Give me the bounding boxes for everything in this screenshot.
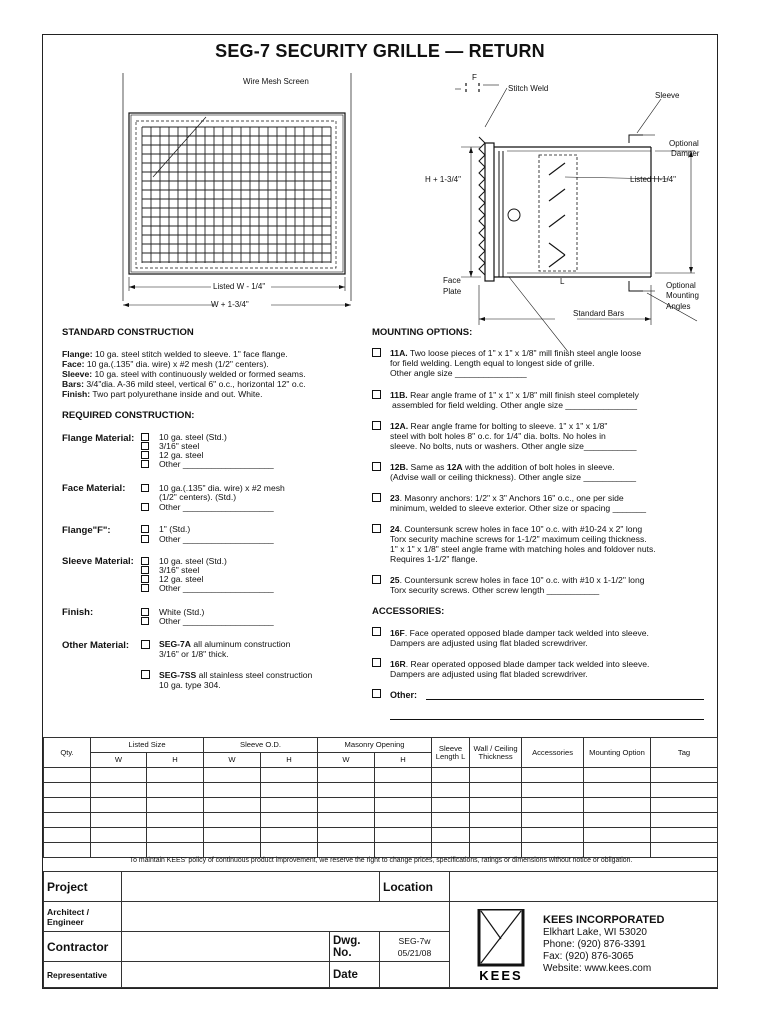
sleeve-option-checkbox[interactable] xyxy=(141,566,149,574)
representative-label: Representative xyxy=(44,962,122,988)
acc-16r-line: 16R. Rear operated opposed blade damper tack welded into sleeve. xyxy=(390,659,650,669)
listed-w-label: Listed W - 1/4" xyxy=(213,282,266,291)
company-fax: Fax: (920) 876-3065 xyxy=(543,951,634,962)
mount-25-line: 25. Countersunk screw holes in face 10" o.c. with #10 x 1-1/2" long xyxy=(390,575,645,585)
date-label: Date xyxy=(330,962,380,988)
wall-ceiling-header: Wall / Ceiling Thickness xyxy=(470,738,522,768)
flange-option-label: 10 ga. steel (Std.) xyxy=(159,432,227,442)
schedule-table xyxy=(43,737,718,858)
mount-11a-line: for field welding. Length equal to longest side of grille. xyxy=(390,358,595,368)
date-field[interactable] xyxy=(380,962,450,988)
face-option-checkbox[interactable] xyxy=(141,484,149,492)
sleeve-option-checkbox[interactable] xyxy=(141,575,149,583)
mount-11a-line: Other angle size _______________ xyxy=(390,368,527,378)
h-header: H xyxy=(147,753,204,768)
contractor-field[interactable] xyxy=(122,932,330,962)
qty-header: Qty. xyxy=(44,738,91,768)
table-row[interactable] xyxy=(44,783,718,798)
h-header: H xyxy=(375,753,432,768)
std-line-bars: Bars: 3/4"dia. A-36 mild steel, vertical 6" o.c., horizontal 12" o.c. xyxy=(62,379,306,389)
dwg-no-label: Dwg. No. xyxy=(330,932,380,962)
flange-option-label: 3/16" steel xyxy=(159,441,200,451)
l-dimension-label: L xyxy=(560,277,565,286)
accessories-heading: ACCESSORIES: xyxy=(372,606,445,617)
company-block xyxy=(450,902,718,988)
company-name: KEES INCORPORATED xyxy=(543,914,665,926)
mount-12b-checkbox[interactable] xyxy=(372,462,381,471)
mount-25-checkbox[interactable] xyxy=(372,575,381,584)
architect-label: Architect / Engineer xyxy=(44,902,122,932)
table-row[interactable] xyxy=(44,813,718,828)
mount-11a-line: 11A. Two loose pieces of 1" x 1" x 1/8" mill finish steel angle loose xyxy=(390,348,642,358)
mount-23-checkbox[interactable] xyxy=(372,493,381,502)
flange-material-label: Flange Material: xyxy=(62,433,135,444)
sleeve-option-checkbox[interactable] xyxy=(141,557,149,565)
f-dimension-label: F xyxy=(472,73,477,82)
architect-field[interactable] xyxy=(122,902,450,932)
w-header: W xyxy=(204,753,261,768)
listed-size-header: Listed Size xyxy=(91,738,204,753)
mount-12b-line: 12B. Same as 12A with the addition of bolt holes in sleeve. xyxy=(390,462,615,472)
optional-damper-label-1: Optional xyxy=(669,139,699,148)
face-plate-label-1: Face xyxy=(443,276,461,285)
mount-24-line: 1" x 1" x 1/8" steel angle frame with matching holes and foldover nuts. xyxy=(390,544,656,554)
mount-24-checkbox[interactable] xyxy=(372,524,381,533)
representative-field[interactable] xyxy=(122,962,330,988)
masonry-opening-header: Masonry Opening xyxy=(318,738,432,753)
finish-checkbox[interactable] xyxy=(141,608,149,616)
sleeve-option-label: 10 ga. steel (Std.) xyxy=(159,556,227,566)
finish-option-label: Other ___________________ xyxy=(159,616,274,626)
sleeve-option-checkbox[interactable] xyxy=(141,584,149,592)
face-option-label: Other ___________________ xyxy=(159,502,274,512)
required-construction-heading: REQUIRED CONSTRUCTION: xyxy=(62,410,195,421)
std-line-flange: Flange: 10 ga. steel stitch welded to sleeve. 1" face flange. xyxy=(62,349,288,359)
mount-12a-line: sleeve. No bolts, nuts or washers. Other angle size___________ xyxy=(390,441,637,451)
sleeve-option-label: 12 ga. steel xyxy=(159,574,204,584)
acc-other-label: Other: xyxy=(390,690,417,700)
mount-12a-line: steel with bolt holes 8" o.c. for 1/4" dia. bolts. No holes in xyxy=(390,431,606,441)
finish-checkbox[interactable] xyxy=(141,617,149,625)
standard-construction-heading: STANDARD CONSTRUCTION xyxy=(62,327,194,338)
acc-16f-checkbox[interactable] xyxy=(372,627,381,636)
flange-f-option-label: Other ___________________ xyxy=(159,534,274,544)
std-line-face: Face: 10 ga.(.135" dia. wire) x #2 mesh (1/2" centers). xyxy=(62,359,269,369)
face-plate-label-2: Plate xyxy=(443,287,462,296)
acc-other-blank[interactable] xyxy=(426,699,704,700)
kees-logo xyxy=(473,909,533,983)
accessories-header: Accessories xyxy=(522,738,584,768)
acc-16r-line: Dampers are adjusted using flat bladed screwdriver. xyxy=(390,669,588,679)
face-option-label: (1/2" centers). (Std.) xyxy=(159,492,237,502)
optional-damper-label-2: Damper xyxy=(671,149,700,158)
mounting-option-header: Mounting Option xyxy=(584,738,651,768)
sleeve-option-label: Other ___________________ xyxy=(159,583,274,593)
sleeve-label: Sleeve xyxy=(655,91,680,100)
mount-24-line: Requires 1-1/2" flange. xyxy=(390,554,478,564)
h-header: H xyxy=(261,753,318,768)
finish-label: Finish: xyxy=(62,607,94,618)
table-row[interactable] xyxy=(44,843,718,858)
mount-11b-checkbox[interactable] xyxy=(372,390,381,399)
flange-f-option-label: 1" (Std.) xyxy=(159,524,191,534)
project-label: Project xyxy=(44,872,122,902)
flange-option-checkbox[interactable] xyxy=(141,460,149,468)
flange-option-checkbox[interactable] xyxy=(141,433,149,441)
seg-7ss-detail: 10 ga. type 304. xyxy=(159,680,221,690)
mount-11b-line: assembled for field welding. Other angle size _______________ xyxy=(392,400,638,410)
sleeve-option-label: 3/16" steel xyxy=(159,565,200,575)
w-header: W xyxy=(318,753,375,768)
company-address: Elkhart Lake, WI 53020 xyxy=(543,927,647,938)
finish-option-label: White (Std.) xyxy=(159,607,205,617)
w-header: W xyxy=(91,753,147,768)
sleeve-length-header: Sleeve Length L xyxy=(432,738,470,768)
flange-option-label: Other ___________________ xyxy=(159,459,274,469)
table-row[interactable] xyxy=(44,768,718,783)
face-option-label: 10 ga.(.135" dia. wire) x #2 mesh xyxy=(159,483,285,493)
seg-7a-detail: 3/16" or 1/8" thick. xyxy=(159,649,229,659)
title-block xyxy=(43,871,718,988)
listed-h-label: Listed H-1/4" xyxy=(630,175,676,184)
mount-25-line: Torx security screws. Other screw length ___________ xyxy=(390,585,600,595)
flange-option-checkbox[interactable] xyxy=(141,451,149,459)
wire-mesh-screen-label: Wire Mesh Screen xyxy=(243,77,309,86)
optional-mounting-label-3: Angles xyxy=(666,302,691,311)
contractor-label: Contractor xyxy=(44,932,122,962)
location-field[interactable] xyxy=(450,872,718,902)
mounting-options-heading: MOUNTING OPTIONS: xyxy=(372,327,473,338)
page-title: SEG-7 SECURITY GRILLE — RETURN xyxy=(215,41,545,61)
acc-16f-line: Dampers are adjusted using flat bladed screwdriver. xyxy=(390,638,588,648)
tag-header: Tag xyxy=(651,738,718,768)
h-plus-label: H + 1-3/4" xyxy=(425,175,461,184)
std-line-sleeve: Sleeve: 10 ga. steel with continuously welded or formed seams. xyxy=(62,369,306,379)
standard-bars-label: Standard Bars xyxy=(573,309,625,318)
company-website[interactable]: Website: www.kees.com xyxy=(543,963,652,974)
mount-12b-line: (Advise wall or ceiling thickness). Other angle size ___________ xyxy=(390,472,637,482)
optional-mounting-label-2: Mounting xyxy=(666,291,699,300)
face-option-checkbox[interactable] xyxy=(141,503,149,511)
acc-16r-checkbox[interactable] xyxy=(372,658,381,667)
flange-f-checkbox[interactable] xyxy=(141,525,149,533)
acc-other-checkbox[interactable] xyxy=(372,689,381,698)
sleeve-od-header: Sleeve O.D. xyxy=(204,738,318,753)
table-row[interactable] xyxy=(44,828,718,843)
mount-11b-line: 11B. Rear angle frame of 1" x 1" x 1/8" mill finish steel completely xyxy=(390,390,639,400)
seg-7a-checkbox[interactable] xyxy=(141,640,150,649)
dwg-no-value: SEG-7w 05/21/08 xyxy=(380,932,450,962)
face-material-label: Face Material: xyxy=(62,483,126,494)
table-row[interactable] xyxy=(44,798,718,813)
mount-23-line: 23. Masonry anchors: 1/2" x 3" Anchors 16" o.c., one per side xyxy=(390,493,624,503)
sleeve-material-label: Sleeve Material: xyxy=(62,556,134,567)
mount-24-line: 24. Countersunk screw holes in face 10" o.c. with #10-24 x 2" long xyxy=(390,524,643,534)
mount-24-line: Torx security machine screws for 1-1/2" maximum ceiling thickness. xyxy=(390,534,647,544)
seg-7ss-label: SEG-7SS all stainless steel construction xyxy=(159,670,313,680)
company-phone: Phone: (920) 876-3391 xyxy=(543,939,646,950)
mount-12a-checkbox[interactable] xyxy=(372,421,381,430)
location-label: Location xyxy=(380,872,450,902)
mount-11a-checkbox[interactable] xyxy=(372,348,381,357)
flange-f-label: Flange"F": xyxy=(62,525,111,536)
spec-sheet xyxy=(42,34,718,989)
stitch-weld-label: Stitch Weld xyxy=(508,84,549,93)
flange-f-checkbox[interactable] xyxy=(141,535,149,543)
acc-other-blank-2[interactable] xyxy=(390,719,704,720)
policy-note: To maintain KEES' policy of continuous product improvement, we reserve the right to change prices, specifications, ratings or dimensions without notice or obligation. xyxy=(129,857,633,864)
logo-text: KEES xyxy=(479,967,523,983)
optional-mounting-label-1: Optional xyxy=(666,281,696,290)
flange-option-label: 12 ga. steel xyxy=(159,450,204,460)
mount-12a-line: 12A. Rear angle frame for bolting to sleeve. 1" x 1" x 1/8" xyxy=(390,421,608,431)
flange-option-checkbox[interactable] xyxy=(141,442,149,450)
project-field[interactable] xyxy=(122,872,380,902)
seg-7a-label: SEG-7A all aluminum construction xyxy=(159,639,291,649)
acc-16f-line: 16F. Face operated opposed blade damper tack welded into sleeve. xyxy=(390,628,649,638)
std-line-finish: Finish: Two part polyurethane inside and out. White. xyxy=(62,389,263,399)
mount-23-line: minimum, welded to sleeve exterior. Other size or spacing _______ xyxy=(390,503,647,513)
w-plus-label: W + 1-3/4" xyxy=(211,300,249,309)
other-material-label: Other Material: xyxy=(62,640,130,651)
seg-7ss-checkbox[interactable] xyxy=(141,670,150,679)
